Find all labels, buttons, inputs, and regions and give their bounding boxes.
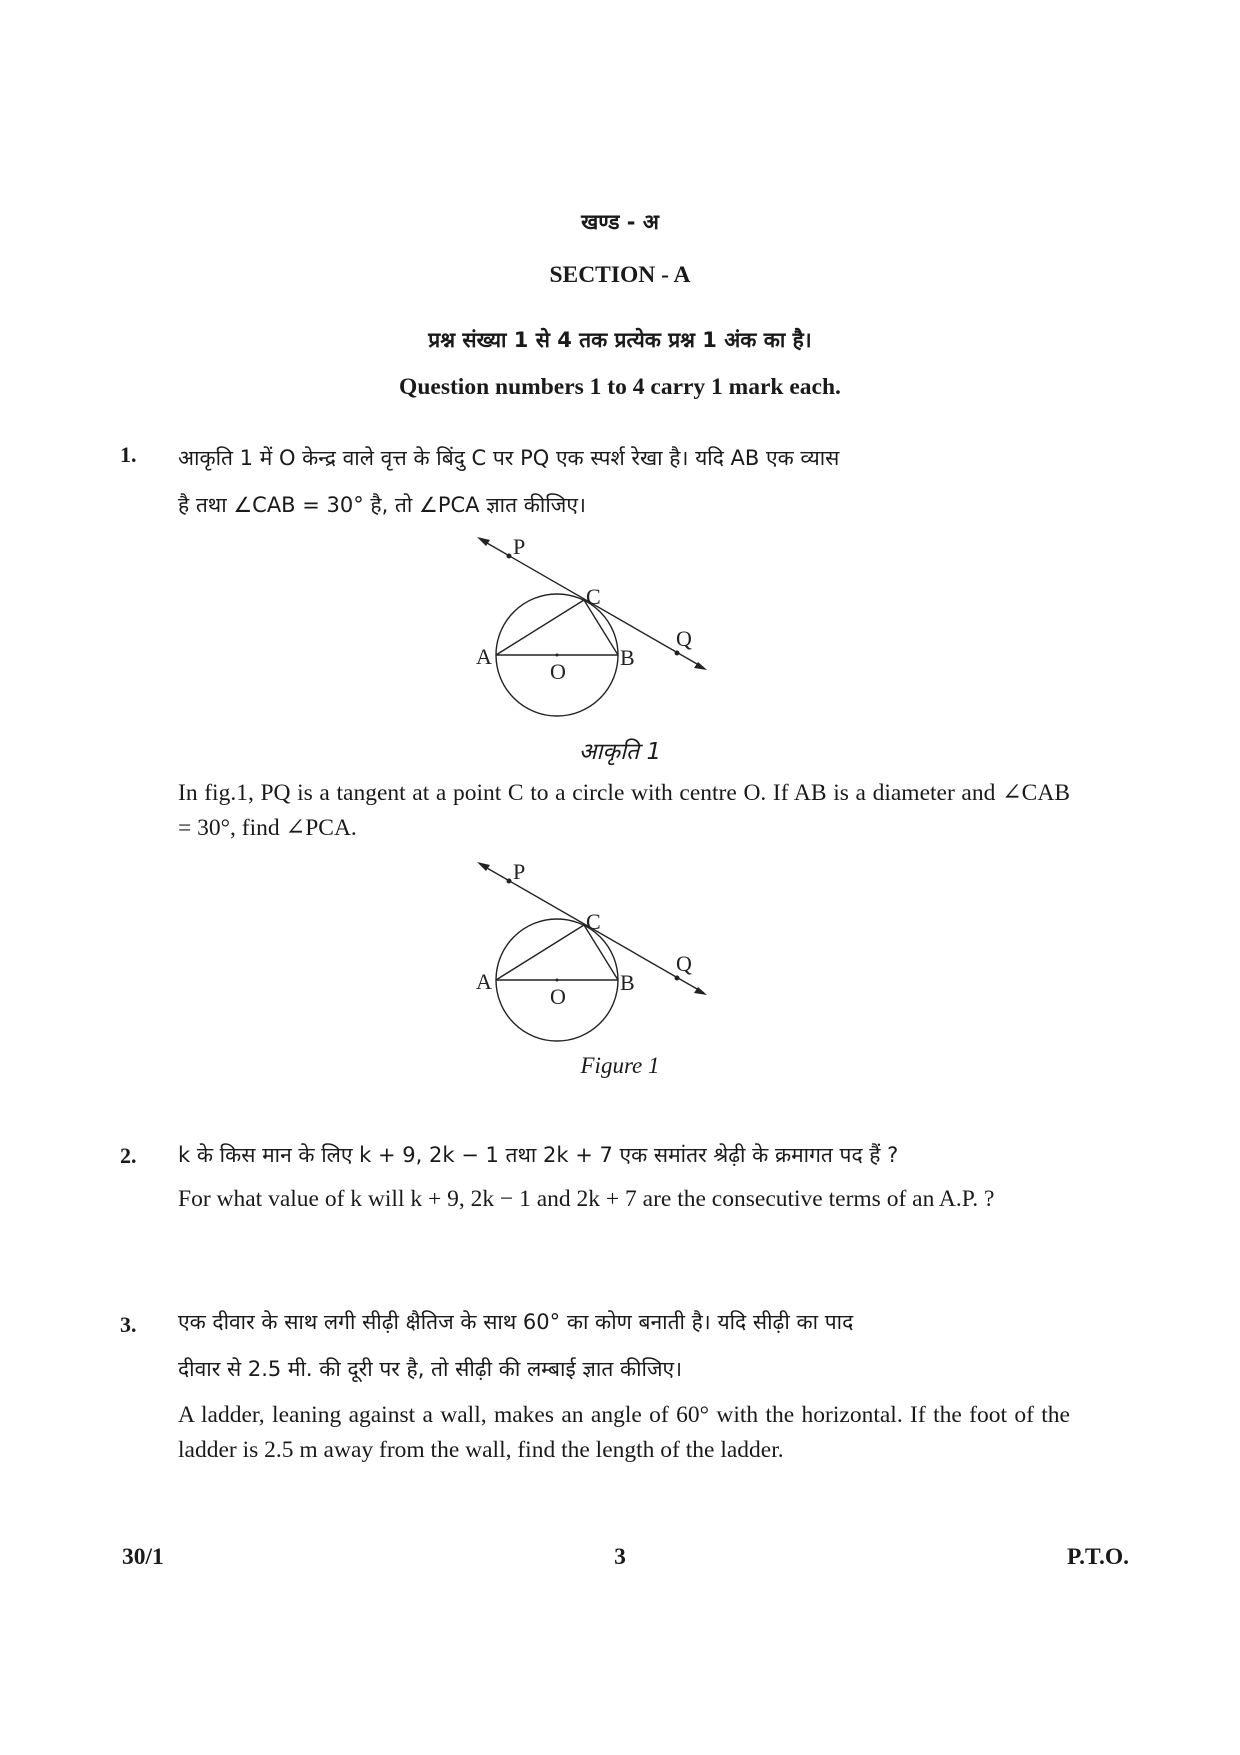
question-1-english: In fig.1, PQ is a tangent at a point C to a circle with centre O. If AB is a diameter and ∠CAB = 30°, find ∠PCA.: [178, 780, 1070, 841]
question-2-english: For what value of k will k + 9, 2k − 1 and 2k + 7 are the consecutive terms of an A.P. ?: [178, 1186, 995, 1212]
label-o: O: [550, 984, 566, 1009]
paper-code: 30/1: [122, 1544, 164, 1570]
label-b: B: [620, 645, 635, 670]
section-hindi-title: खण्ड - अ: [581, 210, 659, 234]
figure-1-hindi: [440, 520, 740, 730]
label-p: P: [513, 534, 526, 559]
label-q: Q: [676, 951, 692, 976]
instruction-hindi: प्रश्न संख्या 1 से 4 तक प्रत्येक प्रश्न 1 अंक का है।: [428, 328, 812, 352]
label-b: B: [620, 970, 635, 995]
question-3-english: A ladder, leaning against a wall, makes an angle of 60° with the horizontal. If the foot of the ladder is 2.5 m away from the wall, find the length of the ladder.: [178, 1402, 1070, 1463]
label-c: C: [586, 584, 601, 609]
question-number: 3.: [120, 1312, 137, 1337]
label-c: C: [586, 909, 601, 934]
page-number: 3: [614, 1544, 626, 1570]
label-o: O: [550, 659, 566, 684]
question-number: 1.: [120, 442, 137, 467]
figure-1-english: [440, 845, 740, 1055]
question-number: 2.: [120, 1143, 137, 1168]
figure-caption-hindi: आकृति 1: [578, 739, 662, 765]
label-a: A: [476, 969, 492, 994]
pto-label: P.T.O.: [1066, 1544, 1129, 1570]
hindi-line: आकृति 1 में O केन्द्र वाले वृत्त के बिंदु C पर PQ एक स्पर्श रेखा है। यदि AB एक व्यास: [178, 446, 840, 470]
label-a: A: [476, 644, 492, 669]
hindi-line: है तथा ∠CAB = 30° है, तो ∠PCA ज्ञात कीजिए।: [178, 493, 586, 517]
figure-caption-english: Figure 1: [580, 1053, 660, 1078]
label-q: Q: [676, 626, 692, 651]
section-title: SECTION - A: [549, 262, 691, 288]
instruction-english: Question numbers 1 to 4 carry 1 mark each.: [399, 374, 841, 400]
hindi-line: दीवार से 2.5 मी. की दूरी पर है, तो सीढ़ी की लम्बाई ज्ञात कीजिए।: [178, 1357, 683, 1381]
question-2-hindi: k के किस मान के लिए k + 9, 2k − 1 तथा 2k + 7 एक समांतर श्रेढ़ी के क्रमागत पद हैं ?: [178, 1143, 899, 1167]
label-p: P: [513, 859, 526, 884]
hindi-line: एक दीवार के साथ लगी सीढ़ी क्षैतिज के साथ 60° का कोण बनाती है। यदि सीढ़ी का पाद: [178, 1310, 854, 1334]
question-1-hindi: [178, 435, 1070, 529]
question-3-hindi: [178, 1299, 1070, 1393]
